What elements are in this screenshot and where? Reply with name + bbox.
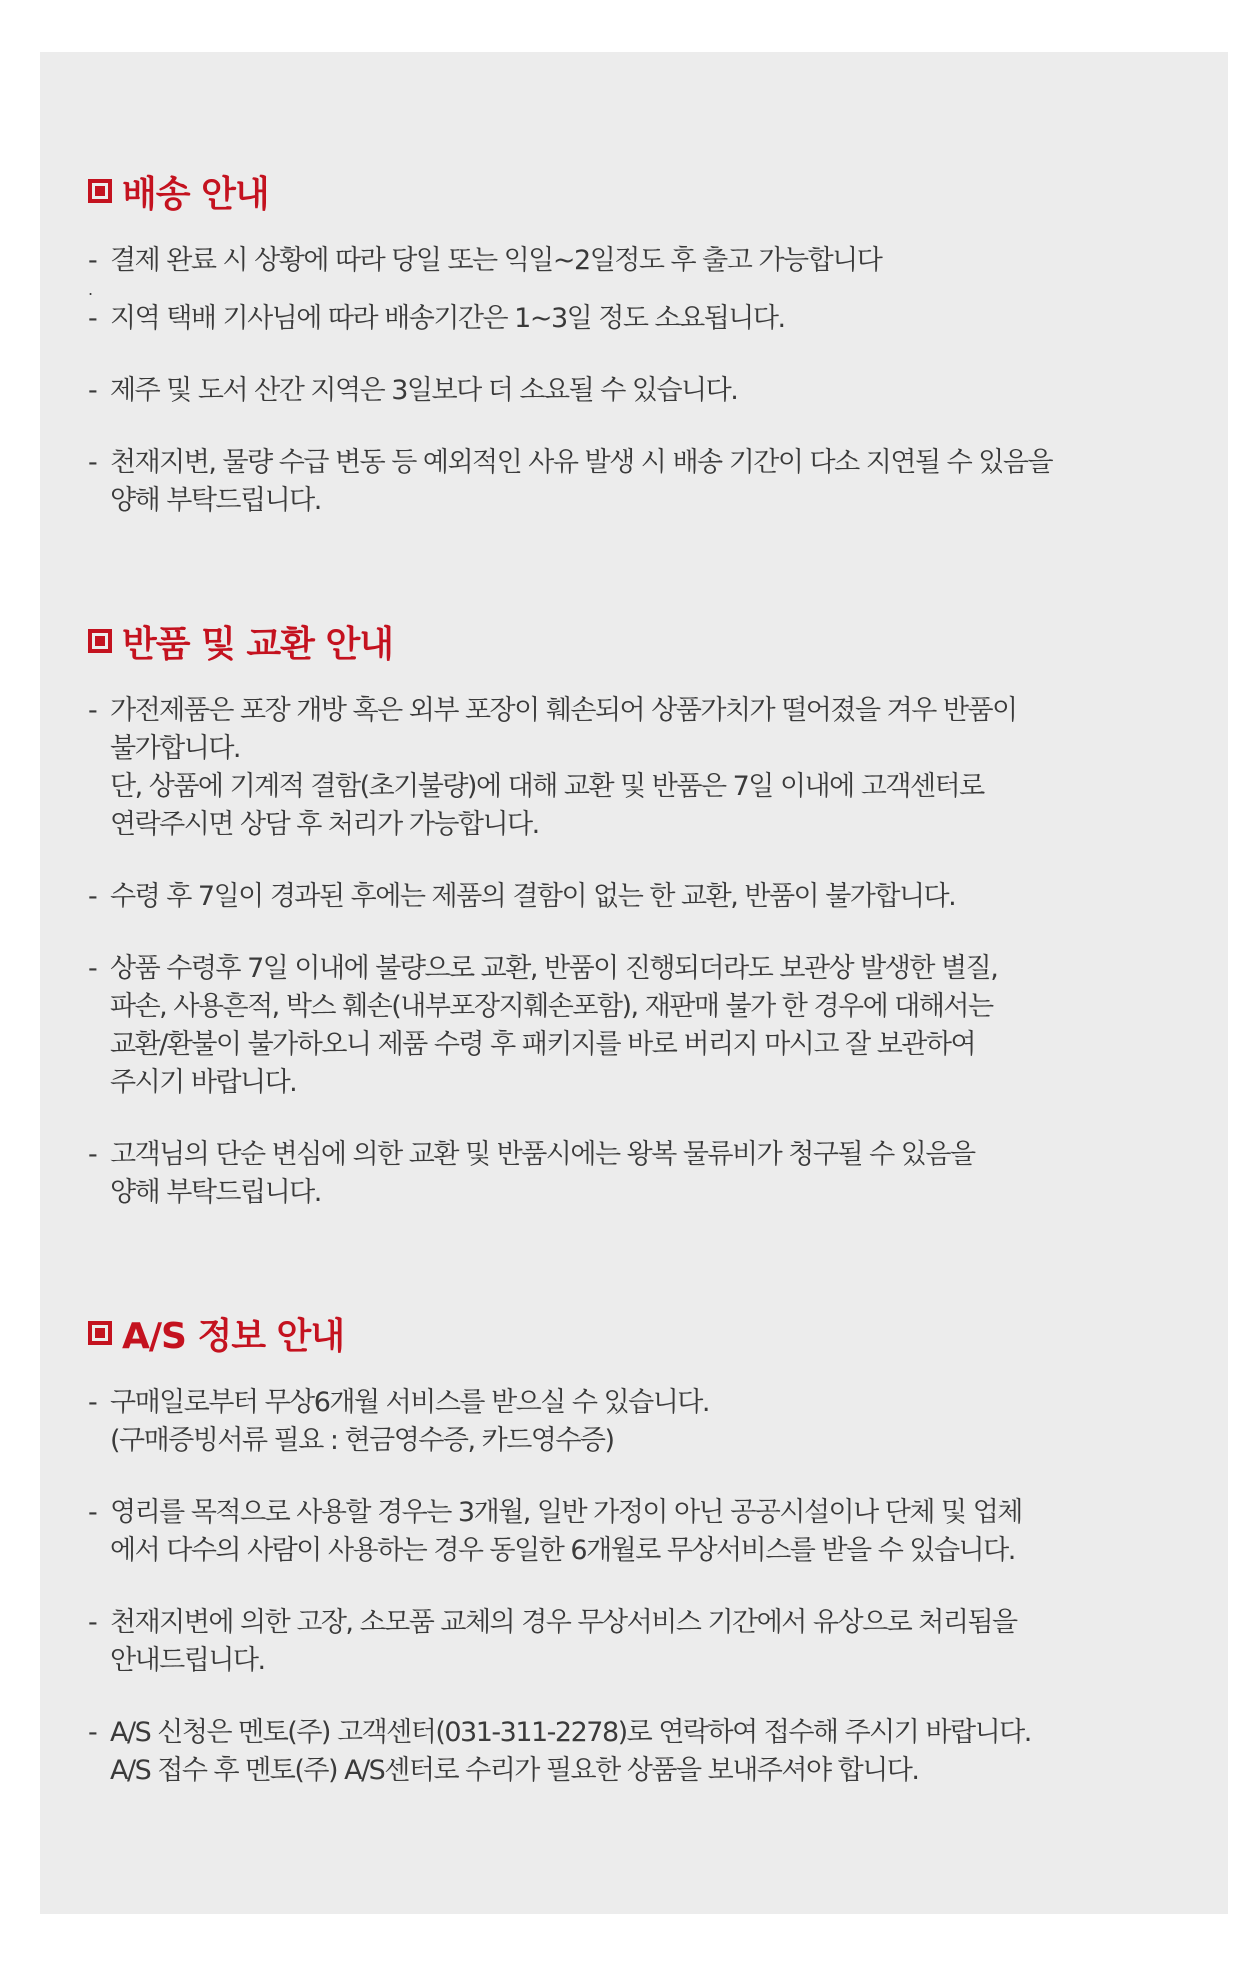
item-line: 제주 및 도서 산간 지역은 3일보다 더 소요될 수 있습니다. bbox=[110, 375, 738, 406]
item-line: A/S 신청은 멘토(주) 고객센터(031-311-2278)로 연락하여 접수해 주시기 바랍니다. bbox=[110, 1717, 1031, 1748]
dash-bullet: - bbox=[88, 1497, 97, 1528]
item-line: 안내드립니다. bbox=[110, 1645, 265, 1676]
item-line: 천재지변, 물량 수급 변동 등 예외적인 사유 발생 시 배송 기간이 다소 지연될 수 있음을 bbox=[110, 447, 1053, 478]
dash-bullet: - bbox=[88, 245, 97, 276]
item-line: 양해 부탁드립니다. bbox=[110, 485, 321, 516]
dash-bullet: - bbox=[88, 375, 97, 406]
list-item bbox=[88, 1384, 1188, 1460]
list-item bbox=[88, 1714, 1188, 1790]
item-line: 수령 후 7일이 경과된 후에는 제품의 결함이 없는 한 교환, 반품이 불가합니다. bbox=[110, 881, 956, 912]
list-item bbox=[88, 300, 1188, 338]
section-title-text: 배송 안내 bbox=[122, 173, 269, 215]
section-title-after-service bbox=[88, 1306, 1188, 1360]
item-line: 상품 수령후 7일 이내에 불량으로 교환, 반품이 진행되더라도 보관상 발생한 별질, bbox=[110, 953, 998, 984]
list-item bbox=[88, 1136, 1188, 1212]
item-line: 연락주시면 상담 후 처리가 가능합니다. bbox=[110, 809, 539, 840]
item-line: 영리를 목적으로 사용할 경우는 3개월, 일반 가정이 아닌 공공시설이나 단체 및 업체 bbox=[110, 1497, 1022, 1528]
item-line: 가전제품은 포장 개방 혹은 외부 포장이 훼손되어 상품가치가 떨어졌을 겨우 반품이 bbox=[110, 695, 1017, 726]
item-line: 지역 택배 기사님에 따라 배송기간은 1~3일 정도 소요됩니다. bbox=[110, 303, 785, 334]
section-shipping bbox=[88, 164, 1188, 520]
list-item bbox=[88, 242, 1188, 280]
list-item bbox=[88, 444, 1188, 520]
dash-bullet: - bbox=[88, 303, 97, 334]
item-line: 주시기 바랍니다. bbox=[110, 1067, 297, 1098]
item-line: 고객님의 단순 변심에 의한 교환 및 반품시에는 왕복 물류비가 청구될 수 있음을 bbox=[110, 1139, 975, 1170]
section-after-service bbox=[88, 1306, 1188, 1790]
list-item bbox=[88, 1604, 1188, 1680]
red-square-icon bbox=[88, 179, 112, 203]
item-line: 양해 부탁드립니다. bbox=[110, 1177, 321, 1208]
item-line: 구매일로부터 무상6개월 서비스를 받으실 수 있습니다. bbox=[110, 1387, 709, 1418]
list-item bbox=[88, 692, 1188, 844]
item-line: 에서 다수의 사람이 사용하는 경우 동일한 6개월로 무상서비스를 받을 수 있습니다. bbox=[110, 1535, 1015, 1566]
list-item bbox=[88, 372, 1188, 410]
dash-bullet: - bbox=[88, 447, 97, 478]
section-returns bbox=[88, 614, 1188, 1212]
list-item bbox=[88, 950, 1188, 1102]
red-square-icon bbox=[88, 1321, 112, 1345]
dash-bullet: - bbox=[88, 1139, 97, 1170]
section-title-text: A/S 정보 안내 bbox=[122, 1315, 345, 1357]
item-line: 단, 상품에 기계적 결함(초기불량)에 대해 교환 및 반품은 7일 이내에 고객센터로 bbox=[110, 771, 984, 802]
dash-bullet: - bbox=[88, 1607, 97, 1638]
item-line: 결제 완료 시 상황에 따라 당일 또는 익일~2일정도 후 출고 가능합니다 bbox=[110, 245, 882, 276]
dash-bullet: - bbox=[88, 881, 97, 912]
dash-bullet: - bbox=[88, 1387, 97, 1418]
section-title-text: 반품 및 교환 안내 bbox=[122, 623, 394, 665]
item-line: 교환/환불이 불가하오니 제품 수령 후 패키지를 바로 버리지 마시고 잘 보관하여 bbox=[110, 1029, 976, 1060]
item-line: A/S 접수 후 멘토(주) A/S센터로 수리가 필요한 상품을 보내주셔야 합니다. bbox=[110, 1755, 919, 1786]
dash-bullet: - bbox=[88, 695, 97, 726]
red-square-icon bbox=[88, 629, 112, 653]
notice-panel bbox=[40, 52, 1228, 1914]
item-line: 파손, 사용흔적, 박스 훼손(내부포장지훼손포함), 재판매 불가 한 경우에 대해서는 bbox=[110, 991, 993, 1022]
list-item bbox=[88, 878, 1188, 916]
item-line: (구매증빙서류 필요 : 현금영수증, 카드영수증) bbox=[110, 1425, 614, 1456]
item-line: 천재지변에 의한 고장, 소모품 교체의 경우 무상서비스 기간에서 유상으로 처리됨을 bbox=[110, 1607, 1017, 1638]
section-title-returns bbox=[88, 614, 1188, 668]
list-item bbox=[88, 1494, 1188, 1570]
item-line: 불가합니다. bbox=[110, 733, 240, 764]
section-title-shipping bbox=[88, 164, 1188, 218]
stray-mark: . bbox=[88, 280, 94, 299]
dash-bullet: - bbox=[88, 953, 97, 984]
dash-bullet: - bbox=[88, 1717, 97, 1748]
